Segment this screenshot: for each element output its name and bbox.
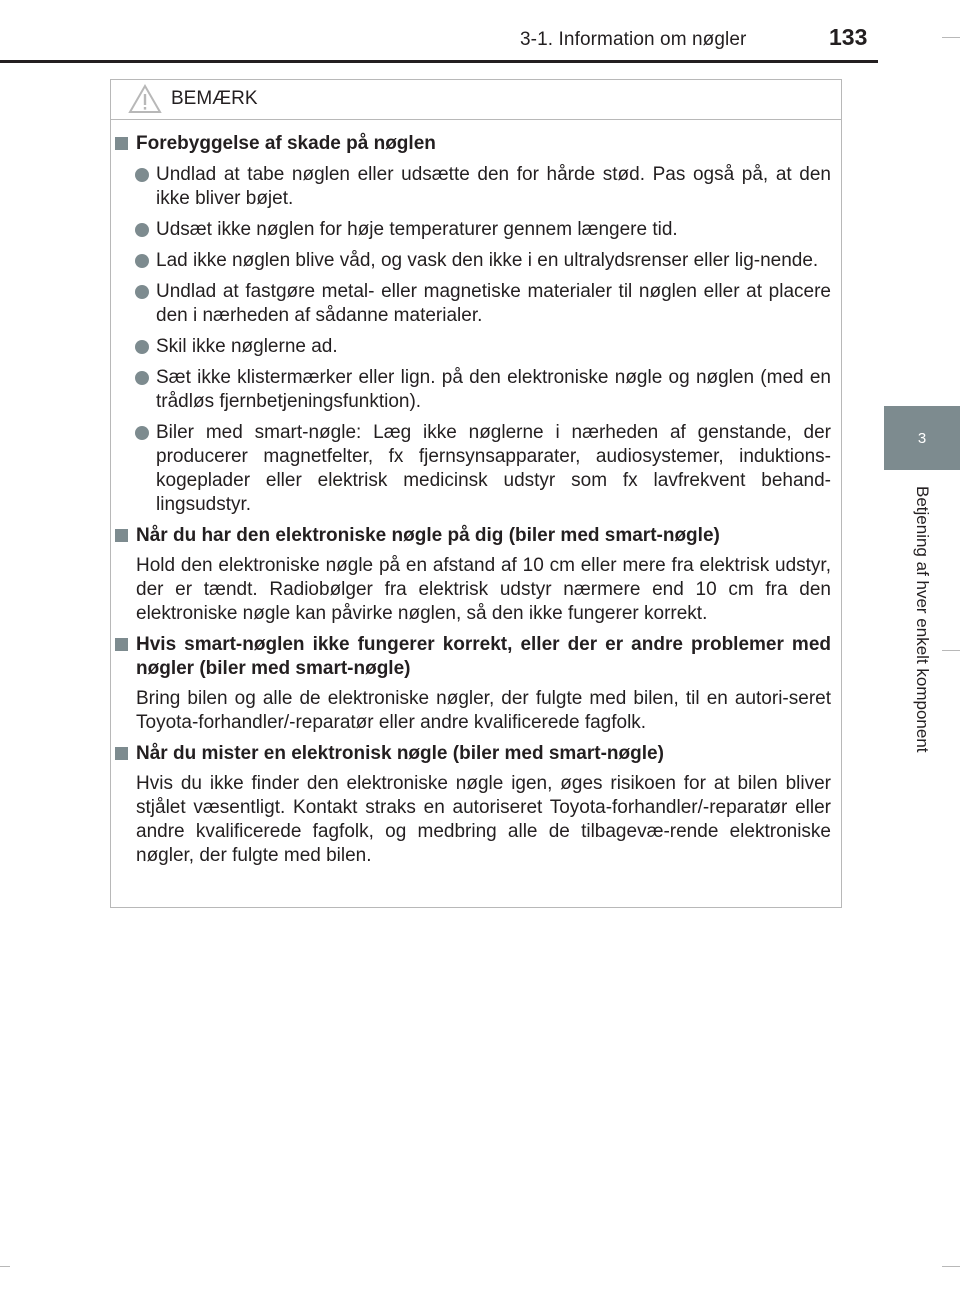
note-content	[111, 132, 841, 868]
square-bullet-icon	[115, 137, 128, 150]
list-item: Sæt ikke klistermærker eller lign. på den elektroniske nøgle og nøglen (med en trådløs fjernbetjeningsfunktion).	[156, 366, 831, 414]
chapter-tab	[884, 406, 960, 470]
crop-mark	[942, 1266, 960, 1267]
circle-bullet-icon	[135, 371, 149, 385]
crop-mark	[942, 37, 960, 38]
list-item: Udsæt ikke nøglen for høje temperaturer gennem længere tid.	[156, 218, 831, 242]
header-rule	[0, 60, 878, 63]
section-heading: Når du mister en elektronisk nøgle (biler med smart-nøgle)	[136, 742, 831, 766]
square-bullet-icon	[115, 638, 128, 651]
page-number: 133	[829, 24, 868, 50]
square-bullet-icon	[115, 747, 128, 760]
note-section	[111, 524, 841, 626]
square-bullet-icon	[115, 529, 128, 542]
note-box	[110, 79, 842, 908]
circle-bullet-icon	[135, 285, 149, 299]
circle-bullet-icon	[135, 340, 149, 354]
note-title: BEMÆRK	[171, 88, 258, 109]
list-item: Skil ikke nøglerne ad.	[156, 335, 831, 359]
note-header	[111, 80, 841, 120]
section-title: 3-1. Information om nøgler	[520, 29, 747, 50]
section-heading: Når du har den elektroniske nøgle på dig (biler med smart-nøgle)	[136, 524, 831, 548]
note-section	[111, 633, 841, 735]
circle-bullet-icon	[135, 426, 149, 440]
list-item: Undlad at fastgøre metal- eller magnetiske materialer til nøglen eller at placere den i nærheden af sådanne materialer.	[156, 280, 831, 328]
list-item: Biler med smart-nøgle: Læg ikke nøglerne i nærheden af genstande, der producerer magnetfelter, fx fjernsynsapparater, audiosystemer, induktions-kogeplader eller elektrisk medicinsk udstyr som fx lavfrekvent behand-lingsudstyr.	[156, 421, 831, 517]
circle-bullet-icon	[135, 168, 149, 182]
chapter-number: 3	[917, 429, 927, 447]
section-text: Bring bilen og alle de elektroniske nøgler, der fulgte med bilen, til en autori-seret Toyota-forhandler/-reparatør eller andre kvalificerede fagfolk.	[136, 688, 831, 733]
section-heading: Hvis smart-nøglen ikke fungerer korrekt, eller der er andre problemer med nøgler (biler med smart-nøgle)	[136, 633, 831, 681]
chapter-label: Betjening af hver enkelt komponent	[913, 486, 932, 753]
chapter-label-area	[884, 470, 960, 810]
list-item: Lad ikke nøglen blive våd, og vask den ikke i en ultralydsrenser eller lig-nende.	[156, 249, 831, 273]
note-section	[111, 132, 841, 517]
circle-bullet-icon	[135, 254, 149, 268]
section-heading: Forebyggelse af skade på nøglen	[136, 132, 831, 156]
warning-triangle-icon	[128, 84, 162, 119]
section-text: Hvis du ikke finder den elektroniske nøgle igen, øges risikoen for at bilen bliver stjålet væsentligt. Kontakt straks en autoriseret Toyota-forhandler/-reparatør eller andre kvalificerede fagfolk, og medbring alle de tilbagevæ-rende elektroniske nøgler, der fulgte med bilen.	[136, 773, 831, 866]
list-item: Undlad at tabe nøglen eller udsætte den for hårde stød. Pas også på, at den ikke bliver bøjet.	[156, 163, 831, 211]
section-text: Hold den elektroniske nøgle på en afstand af 10 cm eller mere fra elektrisk udstyr, der er tændt. Radiobølger fra elektrisk udstyr nærmere end 10 cm fra den elektroniske nøgle kan påvirke nøglen, så den ikke fungerer korrekt.	[136, 555, 831, 624]
circle-bullet-icon	[135, 223, 149, 237]
note-section	[111, 742, 841, 868]
crop-mark	[0, 1266, 10, 1267]
